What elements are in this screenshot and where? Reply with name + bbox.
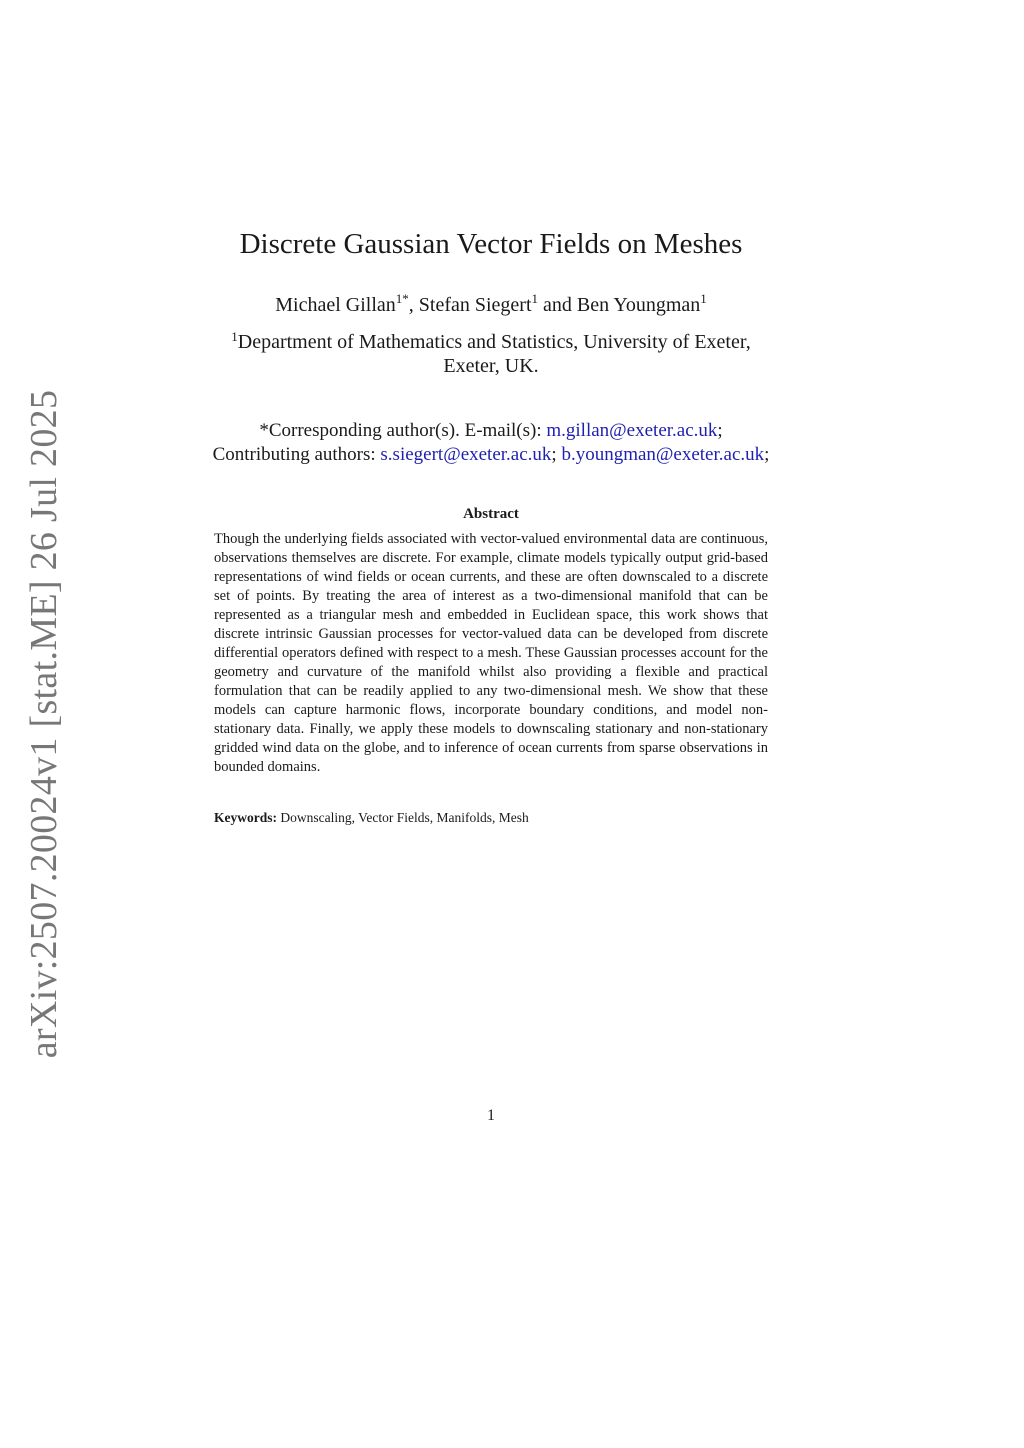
page-number: 1 (487, 1107, 495, 1124)
punctuation: ; (551, 444, 562, 465)
paper-title: Discrete Gaussian Vector Fields on Meshes (239, 228, 743, 260)
keywords (214, 810, 768, 826)
author-separator: , (408, 294, 419, 316)
contributing-label: Contributing authors: (212, 444, 381, 465)
affiliation-mark: 1 (231, 329, 238, 344)
author-affiliation-mark: 1* (395, 291, 409, 306)
author-affiliation-mark: 1 (700, 291, 707, 306)
author-list (0, 291, 982, 317)
author-name: Stefan Siegert (418, 294, 532, 316)
author-affiliation-mark: 1 (531, 291, 539, 306)
corresponding-label: *Corresponding author(s). E-mail(s): (259, 420, 547, 441)
arxiv-identifier-stamp: arXiv:2507.20024v1 [stat.ME] 26 Jul 2025 (23, 389, 65, 1059)
contributing-email-link[interactable]: b.youngman@exeter.ac.uk (561, 444, 765, 465)
author-name: Michael Gillan (275, 294, 396, 316)
corresponding-email-link[interactable]: m.gillan@exeter.ac.uk (546, 420, 718, 441)
contact-block (0, 419, 982, 467)
punctuation: ; (717, 420, 723, 441)
abstract-heading: Abstract (463, 506, 519, 522)
affiliation (0, 330, 982, 378)
author-name: Ben Youngman (576, 294, 701, 316)
punctuation: ; (764, 444, 770, 465)
keywords-list: Downscaling, Vector Fields, Manifolds, Mesh (277, 810, 529, 825)
abstract-text: Though the underlying fields associated with vector-valued environmental data are continuous, observations themselves are discrete. For example, climate models typically output grid-based representations of wind fields or ocean currents, and these are often downscaled to a discrete set of points. By treating the area of interest as a two-dimensional manifold that can be represented as a triangular mesh and embedded in Euclidean space, this work shows that discrete intrinsic Gaussian processes for vector-valued data can be developed from discrete differential operators defined with respect to a mesh. These Gaussian processes account for the geometry and curvature of the manifold whilst also providing a flexible and practical formulation that can be readily applied to any two-dimensional mesh. We show that these models can capture harmonic flows, incorporate boundary conditions, and model non-stationary data. Finally, we apply these models to downscaling stationary and non-stationary gridded wind data on the globe, and to inference of ocean currents from sparse observations in bounded domains. (214, 531, 768, 775)
affiliation-line: Department of Mathematics and Statistics, University of Exeter, (237, 331, 751, 353)
author-separator: and (538, 294, 577, 316)
affiliation-line: Exeter, UK. (443, 355, 539, 377)
contributing-email-link[interactable]: s.siegert@exeter.ac.uk (380, 444, 552, 465)
keywords-label: Keywords: (214, 810, 277, 825)
